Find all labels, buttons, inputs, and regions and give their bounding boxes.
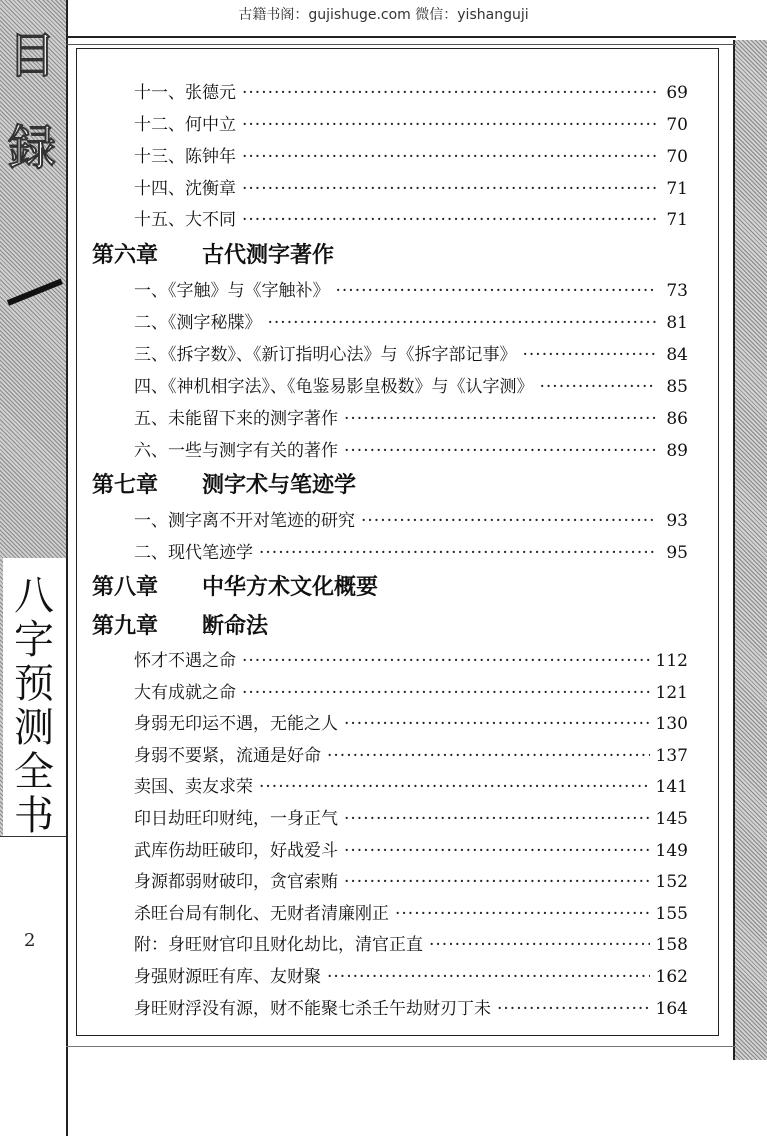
- toc-entry-page: 162: [655, 967, 688, 987]
- chapter-number: 第九章: [92, 614, 159, 639]
- toc-entry-label: 身源都弱财破印，贪官索贿: [134, 872, 338, 892]
- toc-entry-label: 杀旺台局有制化、无财者清廉刚正: [134, 904, 389, 924]
- page-number: 2: [24, 930, 36, 951]
- dot-leader: [242, 651, 650, 671]
- dot-leader: [242, 179, 656, 199]
- dot-leader: [523, 345, 657, 365]
- chapter-heading: [92, 238, 334, 269]
- toc-entry[interactable]: [134, 340, 688, 364]
- toc-entry-label: 身强财源旺有库、友财聚: [134, 967, 321, 987]
- dot-leader: [344, 872, 650, 892]
- toc-entry-label: 十二、何中立: [134, 115, 236, 135]
- toc-entry[interactable]: [134, 867, 688, 891]
- book-title-char: 八: [14, 573, 54, 619]
- toc-entry-page: 70: [666, 147, 688, 167]
- toc-entry[interactable]: [134, 174, 688, 198]
- dot-leader: [344, 409, 656, 429]
- toc-entry-label: 十三、陈钟年: [134, 147, 236, 167]
- toc-entry-page: 89: [666, 441, 688, 461]
- dot-leader: [336, 281, 657, 301]
- toc-entry-page: 137: [655, 746, 688, 766]
- book-title-char: 预: [14, 661, 54, 707]
- dot-leader: [497, 999, 650, 1019]
- toc-entry-label: 身弱不要紧，流通是好命: [134, 746, 321, 766]
- toc-entry[interactable]: [134, 772, 688, 796]
- dot-leader: [540, 377, 657, 397]
- chapter-title: 测字术与笔迹学: [202, 473, 357, 498]
- toc-entry-label: 怀才不遇之命: [134, 651, 236, 671]
- toc-entry-page: 81: [666, 313, 688, 333]
- dot-leader: [344, 809, 650, 829]
- toc-entry-page: 164: [655, 999, 688, 1019]
- toc-entry[interactable]: [134, 506, 688, 530]
- toc-entry[interactable]: [134, 404, 688, 428]
- toc-entry-label: 武库伤劫旺破印，好战爱斗: [134, 841, 338, 861]
- chapter-number: 第八章: [92, 575, 159, 600]
- dot-leader: [429, 935, 650, 955]
- toc-entry[interactable]: [134, 538, 688, 562]
- toc-entry-page: 121: [655, 683, 688, 703]
- toc-entry[interactable]: [134, 741, 688, 765]
- toc-entry[interactable]: [134, 646, 688, 670]
- toc-entry-page: 141: [655, 777, 688, 797]
- chapter-title: 中华方术文化概要: [202, 575, 379, 600]
- chapter-number: 第六章: [92, 243, 159, 268]
- toc-entry[interactable]: [134, 804, 688, 828]
- chapter-heading: [92, 468, 356, 499]
- toc-entry-page: 84: [666, 345, 688, 365]
- chapter-title: 古代测字著作: [202, 243, 335, 268]
- watermark-text: 古籍书阁：gujishuge.com 微信：yishanguji: [238, 7, 529, 23]
- toc-entry-label: 卖国、卖友求荣: [134, 777, 253, 797]
- toc-entry-label: 十四、沈衡章: [134, 179, 236, 199]
- chapter-number: 第七章: [92, 473, 159, 498]
- toc-entry-label: 印日劫旺印财纯，一身正气: [134, 809, 338, 829]
- toc-entry-page: 86: [666, 409, 688, 429]
- toc-entry[interactable]: [134, 836, 688, 860]
- toc-entry-label: 身弱无印运不遇，无能之人: [134, 714, 338, 734]
- toc-entry-label: 一、测字离不开对笔迹的研究: [134, 511, 355, 531]
- toc-entry[interactable]: [134, 436, 688, 460]
- toc-entry[interactable]: [134, 962, 688, 986]
- chapter-heading: [92, 609, 268, 640]
- dot-leader: [327, 967, 650, 987]
- dot-leader: [242, 210, 656, 230]
- toc-entry[interactable]: [134, 276, 688, 300]
- toc-entry[interactable]: [134, 110, 688, 134]
- toc-entry-page: 158: [655, 935, 688, 955]
- dot-leader: [344, 841, 650, 861]
- book-title-char: 字: [14, 617, 54, 663]
- toc-entry-page: 85: [666, 377, 688, 397]
- toc-entry-label: 十五、大不同: [134, 210, 236, 230]
- dot-leader: [242, 683, 650, 703]
- section-title-char: 目: [7, 28, 56, 84]
- dot-leader: [361, 511, 656, 531]
- toc-entry-label: 二、现代笔迹学: [134, 543, 253, 563]
- dot-leader: [242, 83, 656, 103]
- toc-entry[interactable]: [134, 994, 688, 1018]
- dot-leader: [259, 543, 656, 563]
- chapter-heading: [92, 570, 378, 601]
- toc-entry[interactable]: [134, 709, 688, 733]
- toc-entry-page: 95: [666, 543, 688, 563]
- dot-leader: [344, 714, 650, 734]
- toc-entry-page: 69: [666, 83, 688, 103]
- toc-entry-label: 十一、张德元: [134, 83, 236, 103]
- book-title-char: 全: [14, 749, 54, 795]
- toc-entry[interactable]: [134, 678, 688, 702]
- toc-entry-page: 73: [666, 281, 688, 301]
- toc-entry[interactable]: [134, 142, 688, 166]
- section-title-char: 録: [7, 120, 56, 176]
- dot-leader: [259, 777, 650, 797]
- toc-entry-page: 71: [666, 179, 688, 199]
- toc-entry[interactable]: [134, 205, 688, 229]
- toc-entry-label: 附：身旺财官印且财化劫比，清官正直: [134, 935, 423, 955]
- toc-entry-page: 130: [655, 714, 688, 734]
- toc-entry-page: 93: [666, 511, 688, 531]
- toc-entry[interactable]: [134, 308, 688, 332]
- dot-leader: [395, 904, 650, 924]
- book-title-char: 书: [14, 793, 54, 839]
- dot-leader: [242, 115, 656, 135]
- toc-entry-label: 六、一些与测字有关的著作: [134, 441, 338, 461]
- toc-entry-page: 149: [655, 841, 688, 861]
- toc-entry-page: 112: [655, 651, 688, 671]
- toc-entry[interactable]: [134, 899, 688, 923]
- toc-entry[interactable]: [134, 78, 688, 102]
- toc-entry-label: 身旺财浮没有源，财不能聚七杀壬午劫财刃丁未: [134, 999, 491, 1019]
- dot-leader: [327, 746, 650, 766]
- toc-entry-label: 大有成就之命: [134, 683, 236, 703]
- toc-entry-label: 二、《测字秘牒》: [134, 313, 262, 333]
- toc-entry-page: 152: [655, 872, 688, 892]
- toc-entry[interactable]: [134, 930, 688, 954]
- toc-entry-page: 70: [666, 115, 688, 135]
- chapter-title: 断命法: [202, 614, 269, 639]
- dot-leader: [268, 313, 657, 333]
- toc-entry-label: 四、《神机相字法》、《龟鉴易影皇极数》与《认字测》: [134, 377, 534, 397]
- toc-entry-label: 三、《拆字数》、《新订指明心法》与《拆字部记事》: [134, 345, 517, 365]
- toc-entry-label: 五、未能留下来的测字著作: [134, 409, 338, 429]
- toc-entry-page: 145: [655, 809, 688, 829]
- dot-leader: [242, 147, 656, 167]
- toc-entry[interactable]: [134, 372, 688, 396]
- toc-entry-page: 155: [655, 904, 688, 924]
- book-title-char: 测: [14, 705, 54, 751]
- toc-entry-label: 一、《字触》与《字触补》: [134, 281, 330, 301]
- toc-entry-page: 71: [666, 210, 688, 230]
- dot-leader: [344, 441, 656, 461]
